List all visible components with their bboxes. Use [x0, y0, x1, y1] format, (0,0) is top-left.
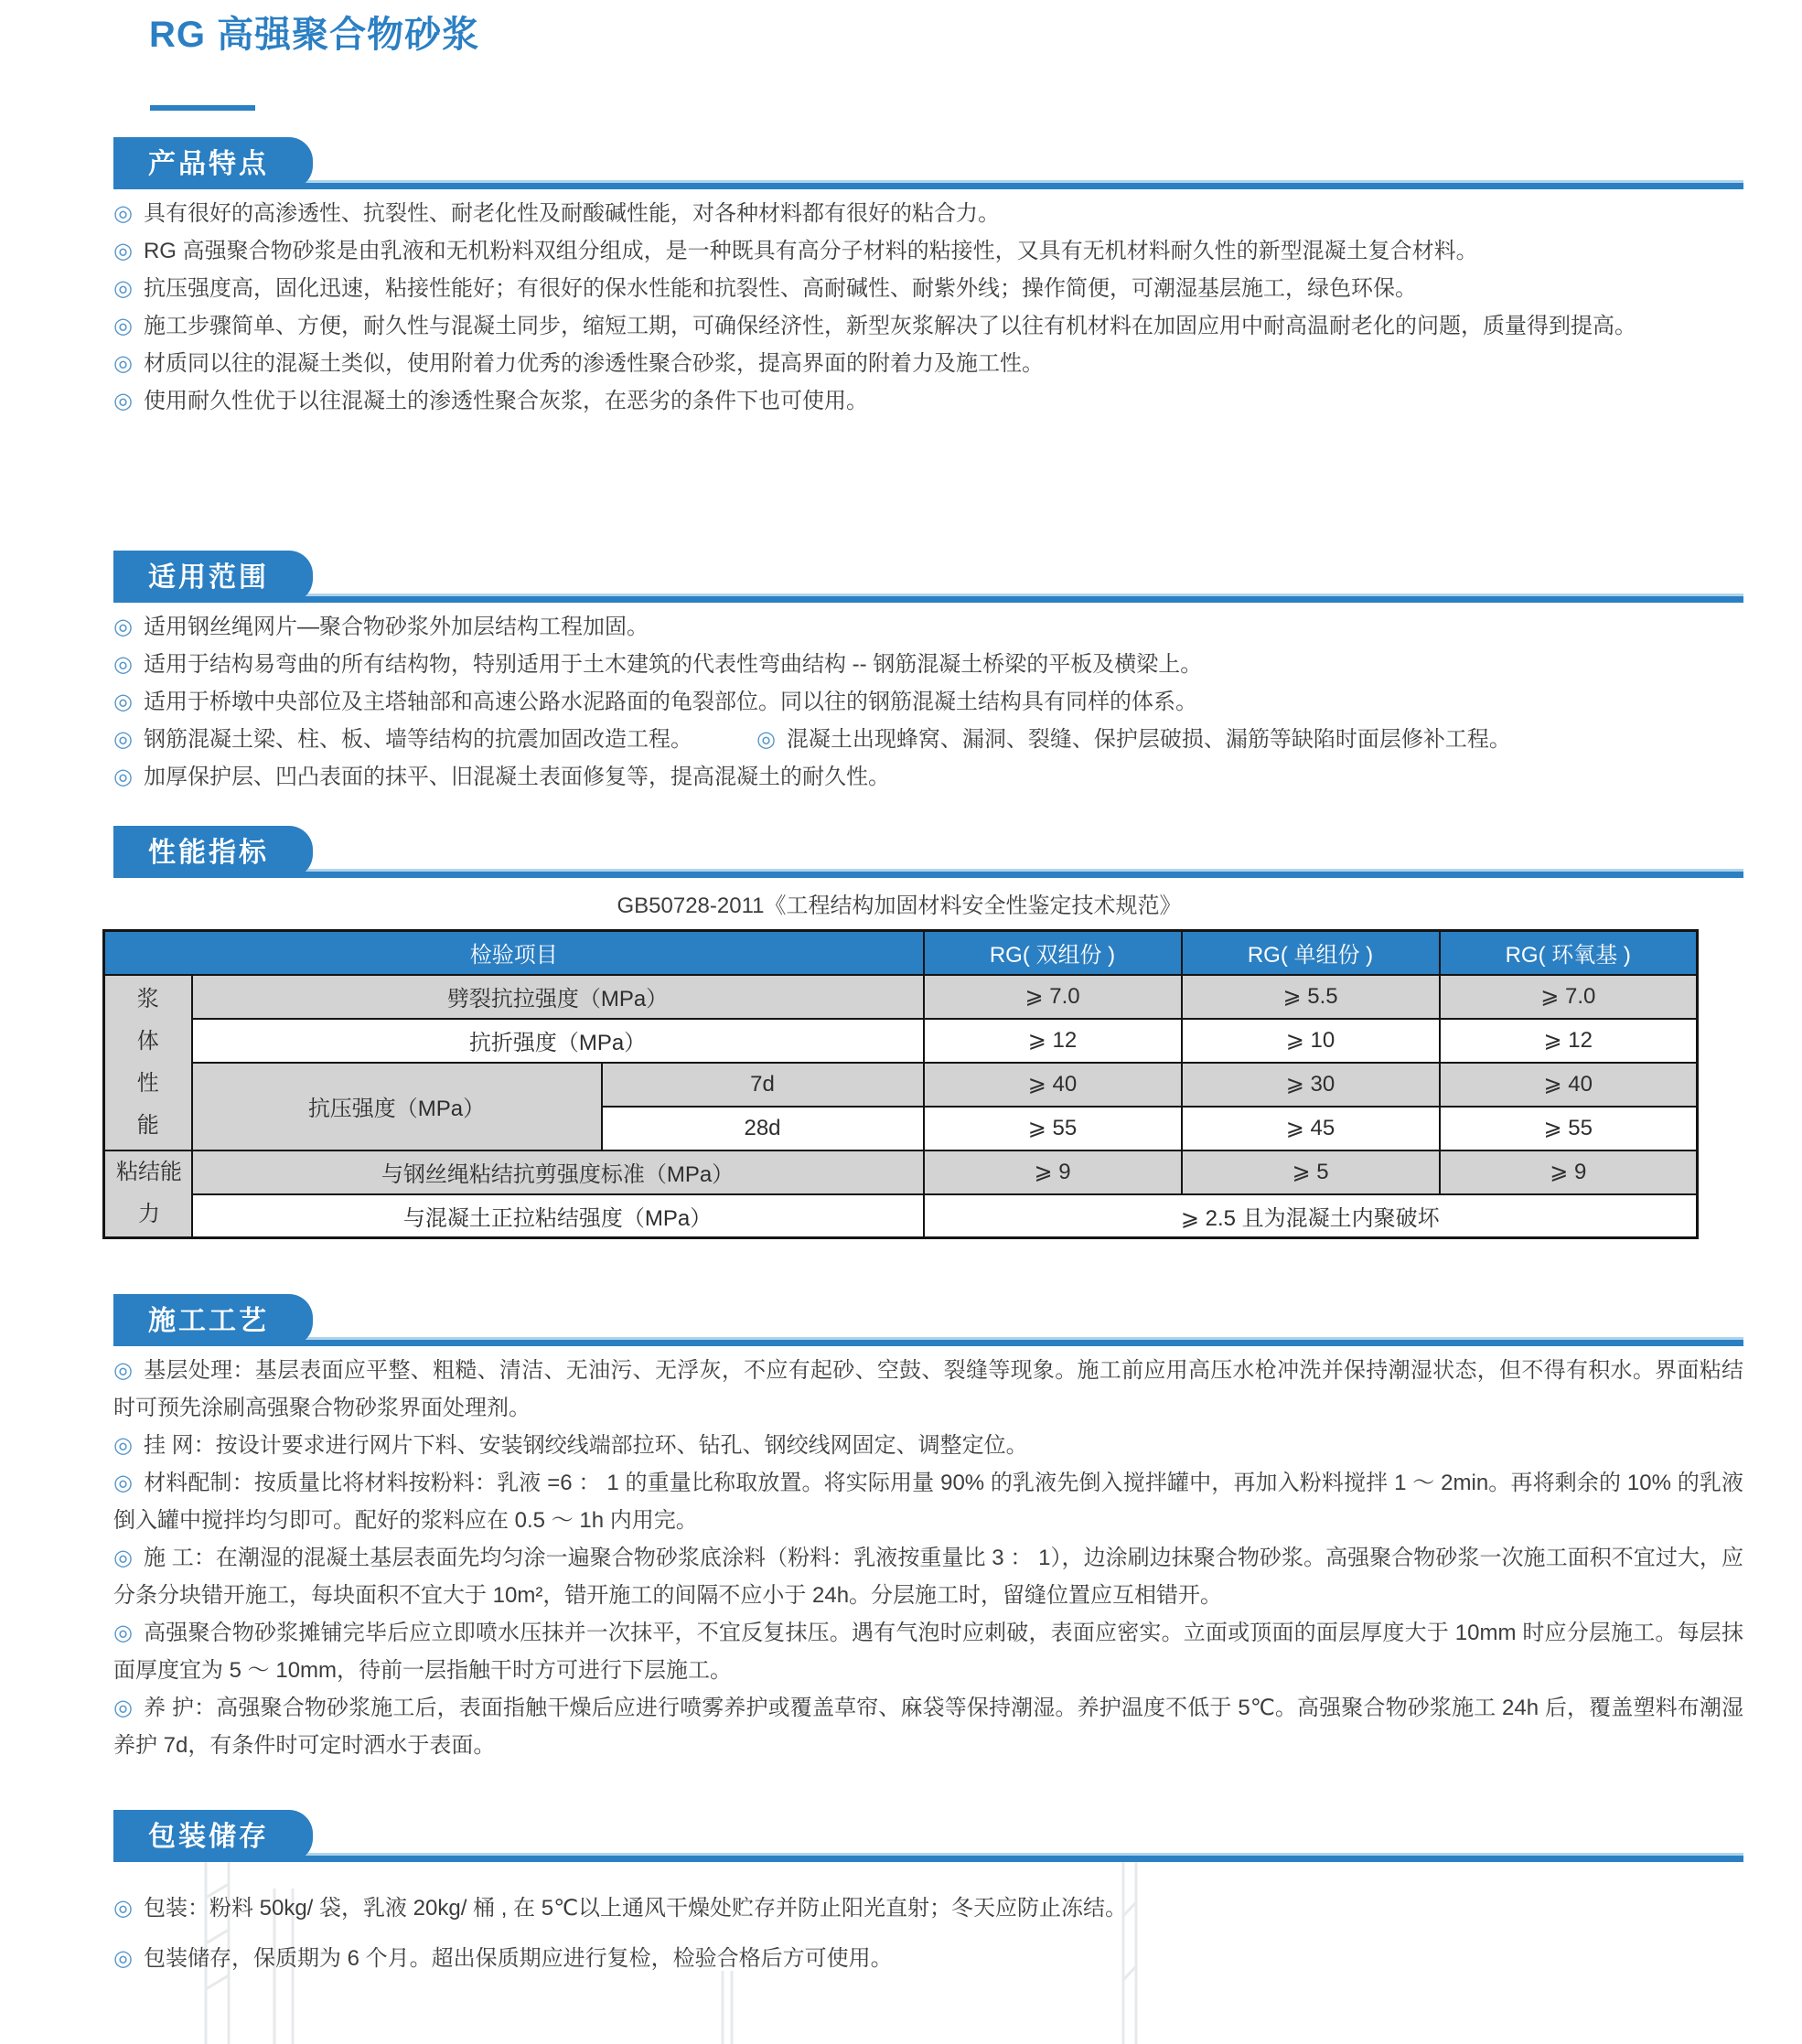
- value-cell: ⩾ 40: [924, 1063, 1182, 1107]
- table-row: [104, 1150, 1698, 1194]
- section-product-features: [113, 137, 1743, 420]
- bullet-item: [113, 1614, 1743, 1689]
- sub-label-cell-7d: 7d: [602, 1063, 924, 1107]
- table-row: [104, 1063, 1698, 1107]
- section-packaging-storage: [113, 1810, 1743, 1977]
- header-cell-rg-epoxy: RG( 环氧基 ): [1440, 931, 1698, 975]
- bullet-item: [113, 270, 1743, 307]
- bullet-text: 养 护：高强聚合物砂浆施工后，表面指触干燥后应进行喷雾养护或覆盖草帘、麻袋等保持潮湿。养护温度不低于 5℃。高强聚合物砂浆施工 24h 后，覆盖塑料布潮湿养护 7d，有条件时可定时洒水于表面。: [113, 1696, 1743, 1758]
- value-cell: ⩾ 9: [1440, 1150, 1698, 1194]
- ring-bullet-icon: ◎: [113, 690, 133, 714]
- bullet-text: 基层处理：基层表面应平整、粗糙、清洁、无油污、无浮灰，不应有起砂、空鼓、裂缝等现象。施工前应用高压水枪冲洗并保持潮湿状态，但不得有积水。界面粘结时可预先涂刷高强聚合物砂浆界面处理剂。: [113, 1358, 1743, 1420]
- ring-bullet-icon: ◎: [113, 239, 133, 263]
- bullet-text: 挂 网：按设计要求进行网片下料、安装钢绞线端部拉环、钻孔、钢绞线网固定、调整定位。: [143, 1433, 1028, 1458]
- ring-bullet-icon: ◎: [756, 727, 776, 752]
- section-rule: [113, 596, 1743, 603]
- row-label-cell: 与混凝土正拉粘结强度（MPa）: [192, 1194, 924, 1238]
- bullet-text: 使用耐久性优于以往混凝土的渗透性聚合灰浆，在恶劣的条件下也可使用。: [143, 389, 868, 413]
- packaging-bullet-list: [113, 1889, 1743, 1977]
- sub-label-cell-28d: 28d: [602, 1107, 924, 1150]
- document-page: [0, 13, 1802, 2044]
- section-badge-performance: 性能指标: [113, 826, 313, 878]
- group-cell-bond-capability: 粘结能力: [104, 1150, 192, 1238]
- bullet-item: [113, 195, 1743, 232]
- bullet-text: 包装储存，保质期为 6 个月。超出保质期应进行复检，检验合格后方可使用。: [143, 1946, 893, 1971]
- bullet-item: [113, 1940, 1743, 1977]
- bullet-item: [113, 1889, 1743, 1927]
- features-bullet-list: [113, 195, 1743, 420]
- section-rule: [113, 1856, 1743, 1862]
- bullet-item: [113, 1427, 1743, 1464]
- section-rule: [113, 872, 1743, 878]
- bullet-item: [113, 646, 1743, 683]
- value-cell: ⩾ 7.0: [1440, 975, 1698, 1019]
- section-header: [113, 137, 1743, 189]
- ring-bullet-icon: ◎: [113, 201, 133, 226]
- value-cell: ⩾ 55: [1440, 1107, 1698, 1150]
- section-rule: [113, 183, 1743, 189]
- ring-bullet-icon: ◎: [113, 1358, 134, 1383]
- bullet-item: [113, 1352, 1743, 1427]
- header-cell-rg-single: RG( 单组份 ): [1182, 931, 1440, 975]
- bullet-item: [113, 721, 692, 758]
- bullet-text: 施 工：在潮湿的混凝土基层表面先均匀涂一遍聚合物砂浆底涂料（粉料：乳液按重量比 3 ： 1），边涂刷边抹聚合物砂浆。高强聚合物砂浆一次施工面积不宜过大，应分条分块错开施工，每块面积不宜大于 10m²，错开施工的间隔不应小于 24h。分层施工时，留缝位置应互相错开。: [113, 1546, 1743, 1608]
- value-cell: ⩾ 9: [924, 1150, 1182, 1194]
- value-cell: ⩾ 10: [1182, 1019, 1440, 1063]
- section-badge-packaging: 包装储存: [113, 1810, 313, 1862]
- bullet-item: [113, 1689, 1743, 1764]
- bullet-item-pair: [113, 721, 1743, 758]
- value-cell: ⩾ 7.0: [924, 975, 1182, 1019]
- value-cell: ⩾ 12: [1440, 1019, 1698, 1063]
- ring-bullet-icon: ◎: [113, 1621, 134, 1645]
- section-badge-scope: 适用范围: [113, 551, 313, 603]
- ring-bullet-icon: ◎: [113, 615, 133, 639]
- bullet-text: 适用钢丝绳网片—聚合物砂浆外加层结构工程加固。: [143, 615, 649, 639]
- table-caption: GB50728-2011《工程结构加固材料安全性鉴定技术规范》: [617, 894, 1182, 918]
- ring-bullet-icon: ◎: [113, 1433, 133, 1458]
- bullet-text: 混凝土出现蜂窝、漏洞、裂缝、保护层破损、漏筋等缺陷时面层修补工程。: [786, 727, 1511, 752]
- bullet-item: [113, 608, 1743, 646]
- value-cell: ⩾ 5: [1182, 1150, 1440, 1194]
- header-cell-rg-double: RG( 双组份 ): [924, 931, 1182, 975]
- bullet-text: 钢筋混凝土梁、柱、板、墙等结构的抗震加固改造工程。: [143, 727, 692, 752]
- bullet-text: 材质同以往的混凝土类似，使用附着力优秀的渗透性聚合砂浆，提高界面的附着力及施工性。: [143, 351, 1044, 376]
- bullet-text: 抗压强度高，固化迅速，粘接性能好；有很好的保水性能和抗裂性、高耐碱性、耐紫外线；操作简便，可潮湿基层施工，绿色环保。: [143, 276, 1417, 301]
- ring-bullet-icon: ◎: [113, 1946, 133, 1971]
- scope-bullets-top: [113, 608, 1743, 721]
- table-row: [104, 975, 1698, 1019]
- process-bullet-list: [113, 1352, 1743, 1764]
- bullet-text: 适用于桥墩中央部位及主塔轴部和高速公路水泥路面的龟裂部位。同以往的钢筋混凝土结构具有同样的体系。: [143, 690, 1197, 714]
- group-cell-paste-performance: 浆体性能: [104, 975, 192, 1150]
- row-label-cell: 与钢丝绳粘结抗剪强度标准（MPa）: [192, 1150, 924, 1194]
- scope-bullet-list: [113, 608, 1743, 796]
- section-performance-index: [113, 826, 1743, 1239]
- ring-bullet-icon: ◎: [113, 1696, 134, 1720]
- section-header: [113, 551, 1743, 603]
- value-cell: ⩾ 5.5: [1182, 975, 1440, 1019]
- table-row: [104, 1019, 1698, 1063]
- value-cell: ⩾ 45: [1182, 1107, 1440, 1150]
- bullet-text: 具有很好的高渗透性、抗裂性、耐老化性及耐酸碱性能，对各种材料都有很好的粘合力。: [143, 201, 1000, 226]
- section-header: [113, 826, 1743, 878]
- bullet-item: [113, 232, 1743, 270]
- value-cell: ⩾ 55: [924, 1107, 1182, 1150]
- section-applicable-scope: [113, 551, 1743, 796]
- ring-bullet-icon: ◎: [113, 1471, 134, 1495]
- bullet-text: 包装：粉料 50kg/ 袋，乳液 20kg/ 桶 , 在 5℃以上通风干燥处贮存并防止阳光直射；冬天应防止冻结。: [143, 1896, 1128, 1921]
- merged-value-cell: ⩾ 2.5 且为混凝土内聚破坏: [924, 1194, 1698, 1238]
- section-header: [113, 1810, 1743, 1862]
- bullet-item: [113, 1539, 1743, 1614]
- performance-table: [102, 929, 1699, 1239]
- ring-bullet-icon: ◎: [113, 314, 133, 338]
- bullet-item: [113, 307, 1743, 345]
- ring-bullet-icon: ◎: [113, 276, 133, 301]
- ring-bullet-icon: ◎: [113, 765, 133, 789]
- bullet-item: [113, 345, 1743, 382]
- section-construction-process: [113, 1294, 1743, 1764]
- bullet-text: RG 高强聚合物砂浆是由乳液和无机粉料双组分组成，是一种既具有高分子材料的粘接性，又具有无机材料耐久性的新型混凝土复合材料。: [143, 239, 1478, 263]
- ring-bullet-icon: ◎: [113, 389, 133, 413]
- ring-bullet-icon: ◎: [113, 1546, 133, 1570]
- table-row: [104, 1194, 1698, 1238]
- header-cell-item: 检验项目: [104, 931, 924, 975]
- bullet-text: 材料配制：按质量比将材料按粉料：乳液 =6 ： 1 的重量比称取放置。将实际用量 90% 的乳液先倒入搅拌罐中，再加入粉料搅拌 1 ～ 2min。再将剩余的 10% 的乳液倒入罐中搅拌均匀即可。配好的浆料应在 0.5 ～ 1h 内用完。: [113, 1471, 1743, 1533]
- section-badge-process: 施工工艺: [113, 1294, 313, 1346]
- ring-bullet-icon: ◎: [113, 727, 133, 752]
- title-underline: [150, 105, 255, 111]
- bullet-text: 施工步骤简单、方便，耐久性与混凝土同步，缩短工期，可确保经济性，新型灰浆解决了以往有机材料在加固应用中耐高温耐老化的问题，质量得到提高。: [143, 314, 1636, 338]
- section-badge-features: 产品特点: [113, 137, 313, 189]
- bullet-item: [113, 1464, 1743, 1539]
- bullet-item: [113, 758, 1743, 796]
- ring-bullet-icon: ◎: [113, 1896, 133, 1921]
- row-label-cell-compressive: 抗压强度（MPa）: [192, 1063, 602, 1150]
- value-cell: ⩾ 40: [1440, 1063, 1698, 1107]
- value-cell: ⩾ 12: [924, 1019, 1182, 1063]
- bullet-item: [113, 382, 1743, 420]
- bullet-item: [756, 721, 1511, 758]
- row-label-cell: 抗折强度（MPa）: [192, 1019, 924, 1063]
- value-cell: ⩾ 30: [1182, 1063, 1440, 1107]
- ring-bullet-icon: ◎: [113, 652, 133, 677]
- ring-bullet-icon: ◎: [113, 351, 133, 376]
- section-rule: [113, 1340, 1743, 1346]
- section-header: [113, 1294, 1743, 1346]
- bullet-text: 加厚保护层、凹凸表面的抹平、旧混凝土表面修复等，提高混凝土的耐久性。: [143, 765, 890, 789]
- bullet-text: 高强聚合物砂浆摊铺完毕后应立即喷水压抹并一次抹平，不宜反复抹压。遇有气泡时应刺破，表面应密实。立面或顶面的面层厚度大于 10mm 时应分层施工。每层抹面厚度宜为 5 ～ 10mm，待前一层指触干时方可进行下层施工。: [113, 1621, 1743, 1683]
- row-label-cell: 劈裂抗拉强度（MPa）: [192, 975, 924, 1019]
- table-header-row: [104, 931, 1698, 975]
- page-title: RG 高强聚合物砂浆: [149, 15, 480, 55]
- bullet-text: 适用于结构易弯曲的所有结构物，特别适用于土木建筑的代表性弯曲结构 -- 钢筋混凝土桥梁的平板及横梁上。: [143, 652, 1203, 677]
- bullet-item: [113, 683, 1743, 721]
